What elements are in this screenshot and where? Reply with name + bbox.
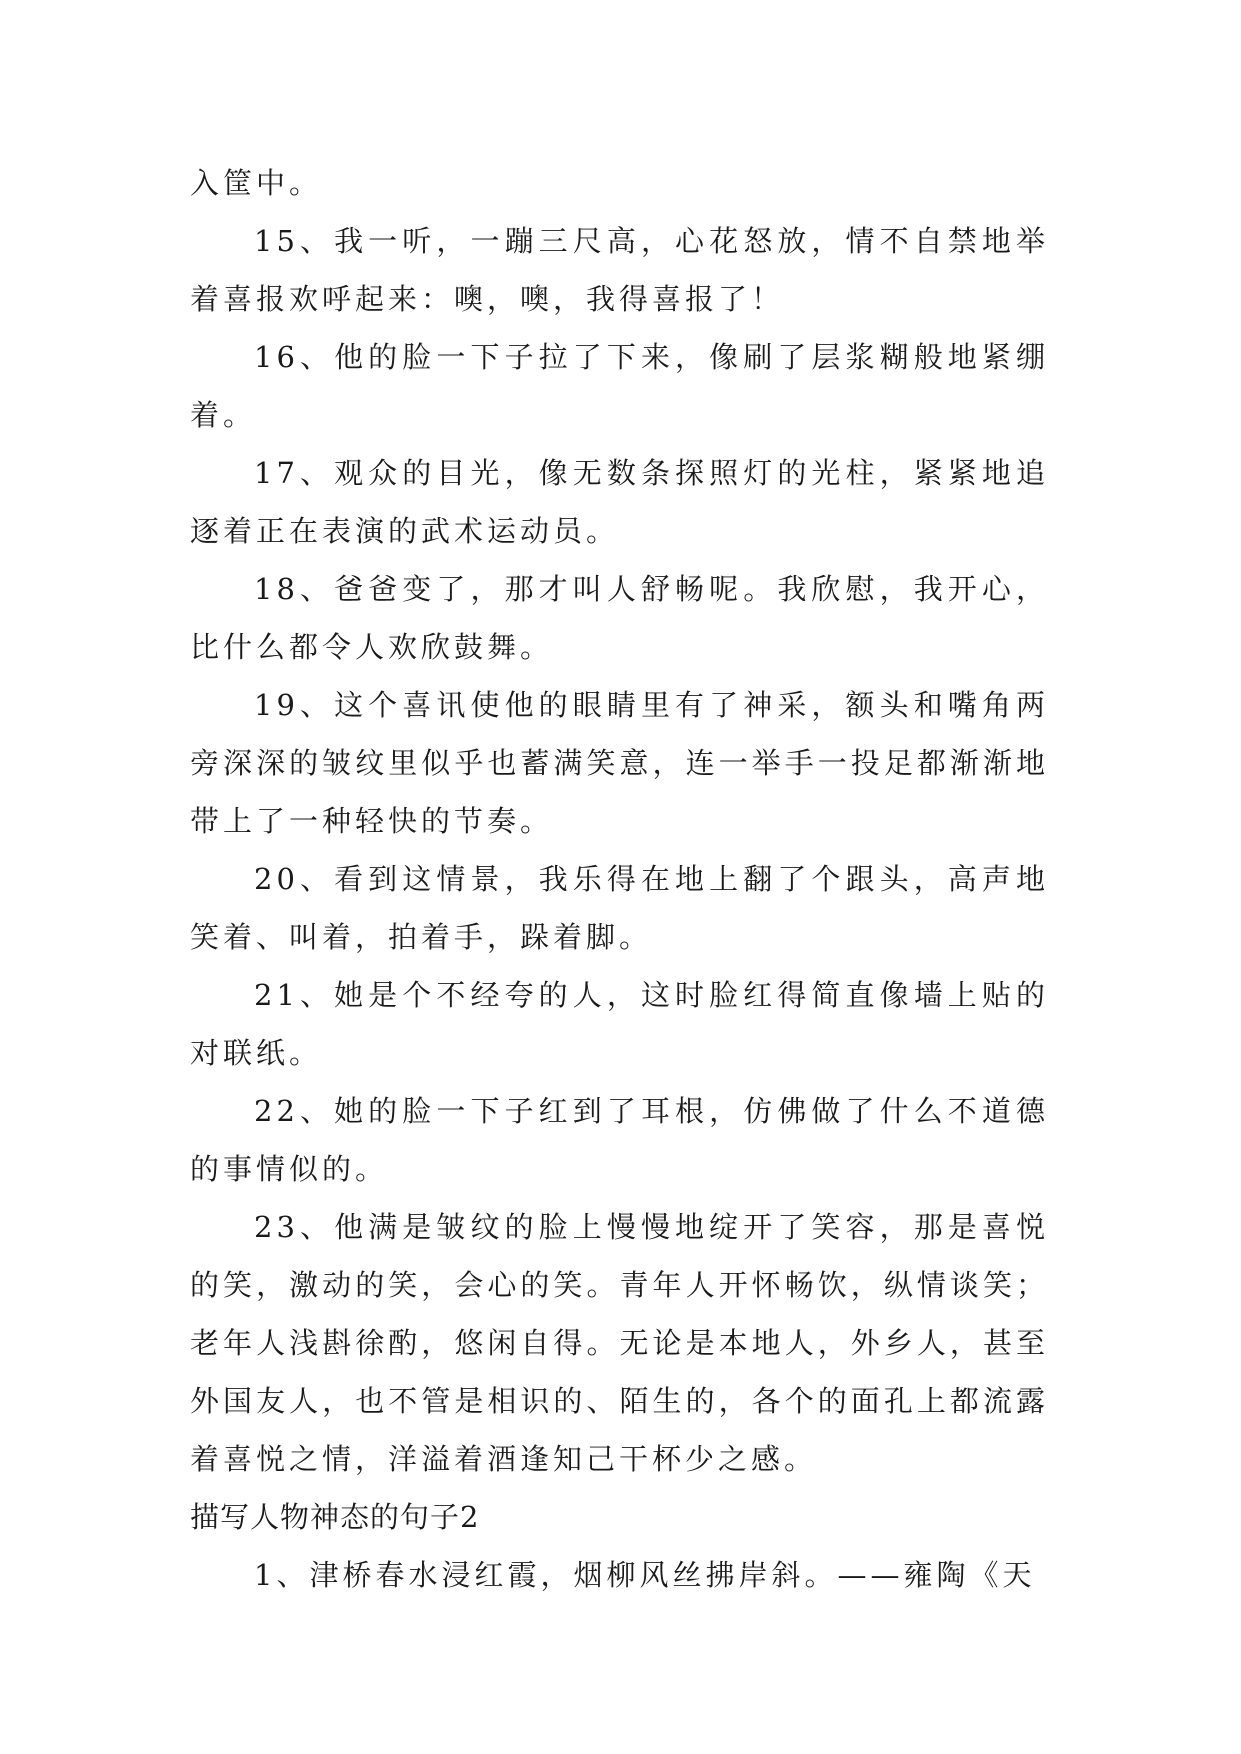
paragraph-item-20: 20、看到这情景，我乐得在地上翻了个跟头，高声地笑着、叫着，拍着手，跺着脚。 bbox=[190, 862, 1049, 954]
paragraph-item-23: 23、他满是皱纹的脸上慢慢地绽开了笑容，那是喜悦的笑，激动的笑，会心的笑。青年人开怀畅饮，纵情谈笑；老年人浅斟徐酌，悠闲自得。无论是本地人，外乡人，甚至外国友人，也不管是相识的、陌生的，各个的面孔上都流露着喜悦之情，洋溢着酒逢知己干杯少之感。 bbox=[190, 1210, 1049, 1476]
paragraph-item-16: 16、他的脸一下子拉了下来，像刷了层浆糊般地紧绷着。 bbox=[190, 340, 1049, 432]
paragraph-item-22: 22、她的脸一下子红到了耳根，仿佛做了什么不道德的事情似的。 bbox=[190, 1094, 1049, 1186]
section-paragraph-item-1: 1、津桥春水浸红霞，烟柳风丝拂岸斜。——雍陶《天 bbox=[254, 1558, 1036, 1592]
document-body bbox=[190, 154, 1049, 1604]
paragraph-item-21: 21、她是个不经夸的人，这时脸红得简直像墙上贴的对联纸。 bbox=[190, 978, 1049, 1070]
paragraph-continuation: 入筐中。 bbox=[190, 166, 323, 200]
paragraph-item-19: 19、这个喜讯使他的眼睛里有了神采，额头和嘴角两旁深深的皱纹里似乎也蓄满笑意，连一举手一投足都渐渐地带上了一种轻快的节奏。 bbox=[190, 688, 1049, 838]
paragraph-item-15: 15、我一听，一蹦三尺高，心花怒放，情不自禁地举着喜报欢呼起来：噢，噢，我得喜报了！ bbox=[190, 224, 1049, 316]
paragraph-item-18: 18、爸爸变了，那才叫人舒畅呢。我欣慰，我开心，比什么都令人欢欣鼓舞。 bbox=[190, 572, 1049, 664]
paragraph-item-17: 17、观众的目光，像无数条探照灯的光柱，紧紧地追逐着正在表演的武术运动员。 bbox=[190, 456, 1049, 548]
section-heading: 描写人物神态的句子2 bbox=[190, 1500, 480, 1534]
